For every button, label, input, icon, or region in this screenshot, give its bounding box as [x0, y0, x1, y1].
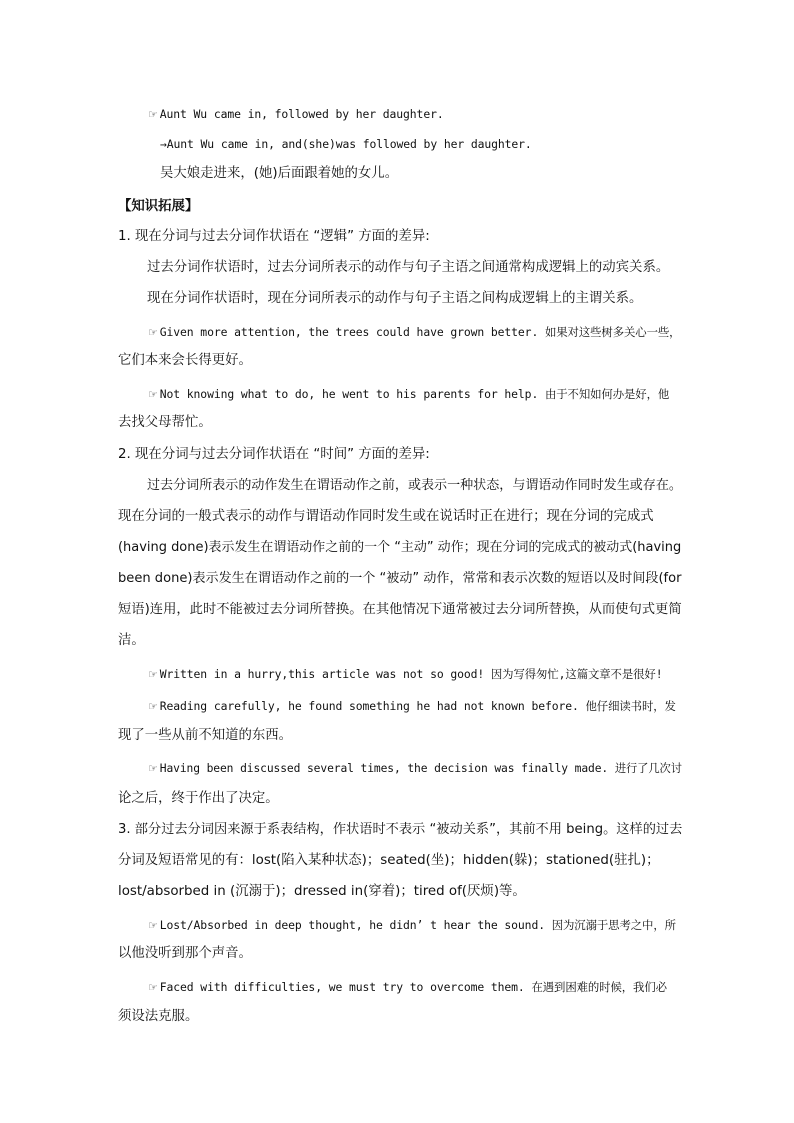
body-line: (having done)表示发生在谓语动作之前的一个 “主动” 动作；现在分词的完成式的被动式(having	[118, 540, 682, 555]
body-line: 以他没听到那个声音。	[118, 946, 252, 961]
section-heading: 【知识拓展】	[118, 199, 199, 214]
body-line: 去找父母帮忙。	[118, 415, 212, 430]
example-line: ☞ Given more attention, the trees could have grown better. 如果对这些树多关心一些，	[148, 323, 680, 342]
point-1-title: 1. 现在分词与过去分词作状语在 “逻辑” 方面的差异:	[118, 229, 430, 244]
example-line: ☞ Written in a hurry,this article was not so good! 因为写得匆忙,这篇文章不是很好!	[148, 665, 662, 684]
body-line: 它们本来会长得更好。	[118, 353, 252, 368]
pointing-hand-icon: ☞	[148, 668, 158, 681]
point-3-title: 3. 部分过去分词因来源于系表结构，作状语时不表示 “被动关系”，其前不用 being。这样的过去	[118, 822, 683, 837]
body-line: 现在分词作状语时，现在分词所表示的动作与句子主语之间构成逻辑上的主谓关系。	[147, 291, 643, 306]
arrow-icon: →	[160, 137, 167, 151]
body-line: 现了一些从前不知道的东西。	[118, 728, 293, 743]
body-line: 分词及短语常见的有：lost(陷入某种状态)；seated(坐)；hidden(躲)；stationed(驻扎)；	[118, 853, 660, 868]
body-line: 洁。	[118, 633, 145, 648]
body-line: 过去分词所表示的动作发生在谓语动作之前，或表示一种状态，与谓语动作同时发生或存在。	[147, 478, 682, 493]
example-line: ☞ Not knowing what to do, he went to his parents for help. 由于不知如何办是好，他	[148, 385, 669, 404]
example-line: ☞ Lost/Absorbed in deep thought, he didn’ t hear the sound. 因为沉溺于思考之中，所	[148, 916, 676, 935]
pointing-hand-icon: ☞	[148, 981, 158, 994]
pointing-hand-icon: ☞	[148, 762, 158, 775]
pointing-hand-icon: ☞	[148, 700, 158, 713]
arrow-example-line: →Aunt Wu came in, and(she)was followed by her daughter.	[160, 137, 532, 151]
body-line: lost/absorbed in (沉溺于)；dressed in(穿着)；tired of(厌烦)等。	[118, 884, 526, 899]
example-line: ☞ Aunt Wu came in, followed by her daughter.	[148, 105, 444, 124]
pointing-hand-icon: ☞	[148, 326, 158, 339]
pointing-hand-icon: ☞	[148, 919, 158, 932]
translation-line: 吴大娘走进来，(她)后面跟着她的女儿。	[160, 166, 399, 181]
body-line: 现在分词的一般式表示的动作与谓语动作同时发生或在说话时正在进行；现在分词的完成式	[118, 509, 654, 524]
body-line: 须设法克服。	[118, 1009, 199, 1024]
example-line: ☞ Reading carefully, he found something he had not known before. 他仔细读书时，发	[148, 697, 676, 716]
pointing-hand-icon: ☞	[148, 388, 158, 401]
body-line: 论之后，终于作出了决定。	[118, 791, 279, 806]
body-line: been done)表示发生在谓语动作之前的一个 “被动” 动作，常常和表示次数的短语以及时间段(for	[118, 571, 682, 586]
example-line: ☞ Faced with difficulties, we must try to overcome them. 在遇到困难的时候，我们必	[148, 978, 667, 997]
example-line: ☞ Having been discussed several times, the decision was finally made. 进行了几次讨	[148, 760, 682, 778]
pointing-hand-icon: ☞	[148, 108, 158, 121]
body-line: 过去分词作状语时，过去分词所表示的动作与句子主语之间通常构成逻辑上的动宾关系。	[147, 260, 670, 275]
body-line: 短语)连用，此时不能被过去分词所替换。在其他情况下通常被过去分词所替换，从而使句式更简	[118, 602, 682, 617]
point-2-title: 2. 现在分词与过去分词作状语在 “时间” 方面的差异:	[118, 447, 430, 462]
